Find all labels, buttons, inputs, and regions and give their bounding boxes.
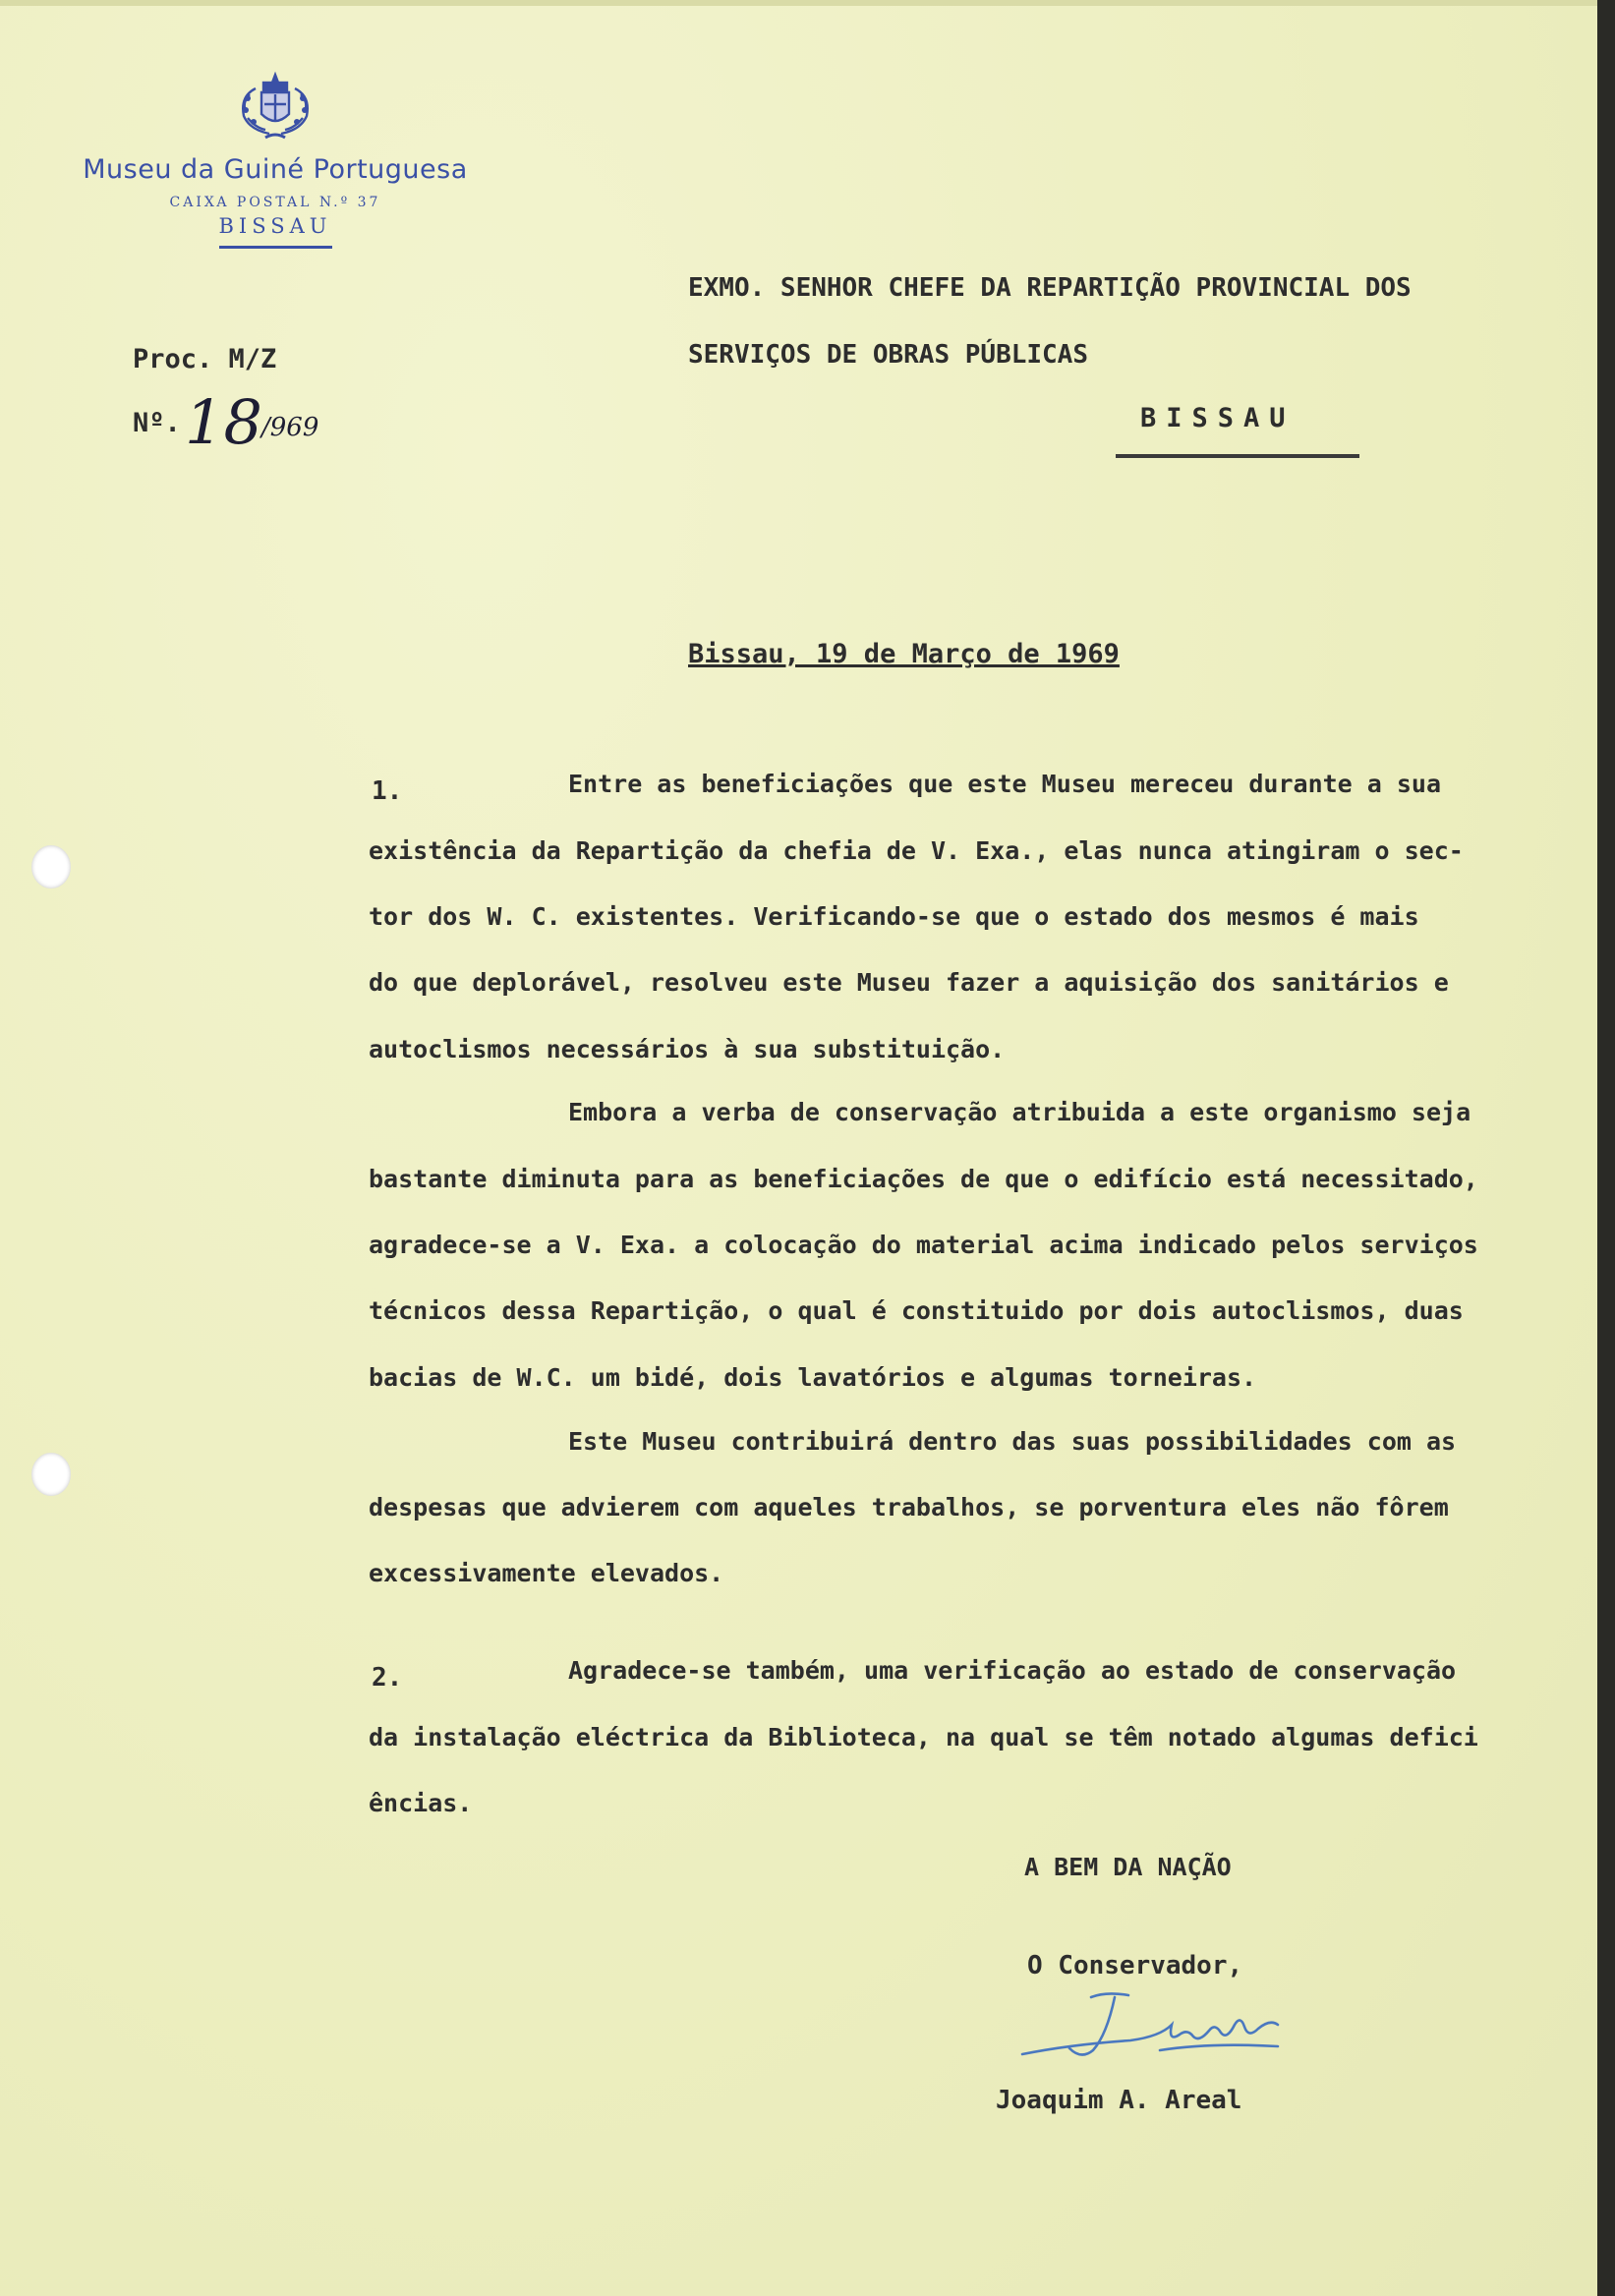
handwritten-document-number: 18 [185, 386, 262, 458]
addressee-line-1: EXMO. SENHOR CHEFE DA REPARTIÇÃO PROVINCIAL DOS [688, 273, 1412, 303]
museum-name: Museu da Guiné Portuguesa [83, 154, 468, 185]
punch-hole [31, 845, 71, 889]
addressee-line-2: SERVIÇOS DE OBRAS PÚBLICAS [688, 340, 1088, 370]
addressee-underline [1116, 454, 1359, 458]
document-number-prefix: Nº. [133, 408, 181, 438]
body-line: ências. [369, 1789, 473, 1817]
body-line: excessivamente elevados. [369, 1559, 724, 1587]
body-line: autoclismos necessários à sua substituição. [369, 1035, 1006, 1063]
letterhead [59, 69, 491, 249]
handwritten-signature-icon [1012, 1985, 1288, 2074]
body-line: existência da Repartição da chefia de V. Exa., elas nunca atingiram o sec- [369, 836, 1464, 865]
body-line: Entre as beneficiações que este Museu mereceu durante a sua [568, 770, 1442, 798]
process-reference: Proc. M/Z [133, 344, 277, 374]
body-line: Agradece-se também, uma verificação ao estado de conservação [568, 1656, 1457, 1685]
po-box: CAIXA POSTAL N.º 37 [169, 195, 381, 210]
body-line: agradece-se a V. Exa. a colocação do material acima indicado pelos serviços [369, 1231, 1478, 1259]
signer-name: Joaquim A. Areal [996, 2086, 1242, 2115]
page-fold [0, 0, 1597, 6]
body-line: despesas que advierem com aqueles trabalhos, se porventura eles não fôrem [369, 1493, 1449, 1521]
body-line: técnicos dessa Repartição, o qual é constituido por dois autoclismos, duas [369, 1296, 1464, 1325]
paragraph-number: 1. [372, 776, 403, 806]
body-line: do que deplorável, resolveu este Museu fazer a aquisição dos sanitários e [369, 968, 1449, 997]
punch-hole [31, 1453, 71, 1496]
letterhead-city: BISSAU [218, 214, 332, 238]
body-line: bastante diminuta para as beneficiações de que o edifício está necessitado, [369, 1165, 1478, 1193]
body-line: bacias de W.C. um bidé, dois lavatórios e algumas torneiras. [369, 1363, 1257, 1392]
coat-of-arms-emblem-icon [226, 69, 324, 144]
date-line: Bissau, 19 de Março de 1969 [688, 639, 1120, 669]
addressee-city: BISSAU [1140, 403, 1296, 433]
body-line: Este Museu contribuirá dentro das suas possibilidades com as [568, 1427, 1457, 1456]
scan-edge [1597, 0, 1615, 2296]
letterhead-divider [219, 246, 332, 249]
handwritten-year: /969 [261, 413, 319, 442]
body-line: tor dos W. C. existentes. Verificando-se que o estado dos mesmos é mais [369, 902, 1419, 931]
closing-salutation: A BEM DA NAÇÃO [1024, 1853, 1232, 1881]
body-line: Embora a verba de conservação atribuida a este organismo seja [568, 1098, 1471, 1126]
signer-role: O Conservador, [1027, 1951, 1243, 1980]
body-line: da instalação eléctrica da Biblioteca, na qual se têm notado algumas defici [369, 1723, 1478, 1751]
paragraph-number: 2. [372, 1663, 403, 1693]
